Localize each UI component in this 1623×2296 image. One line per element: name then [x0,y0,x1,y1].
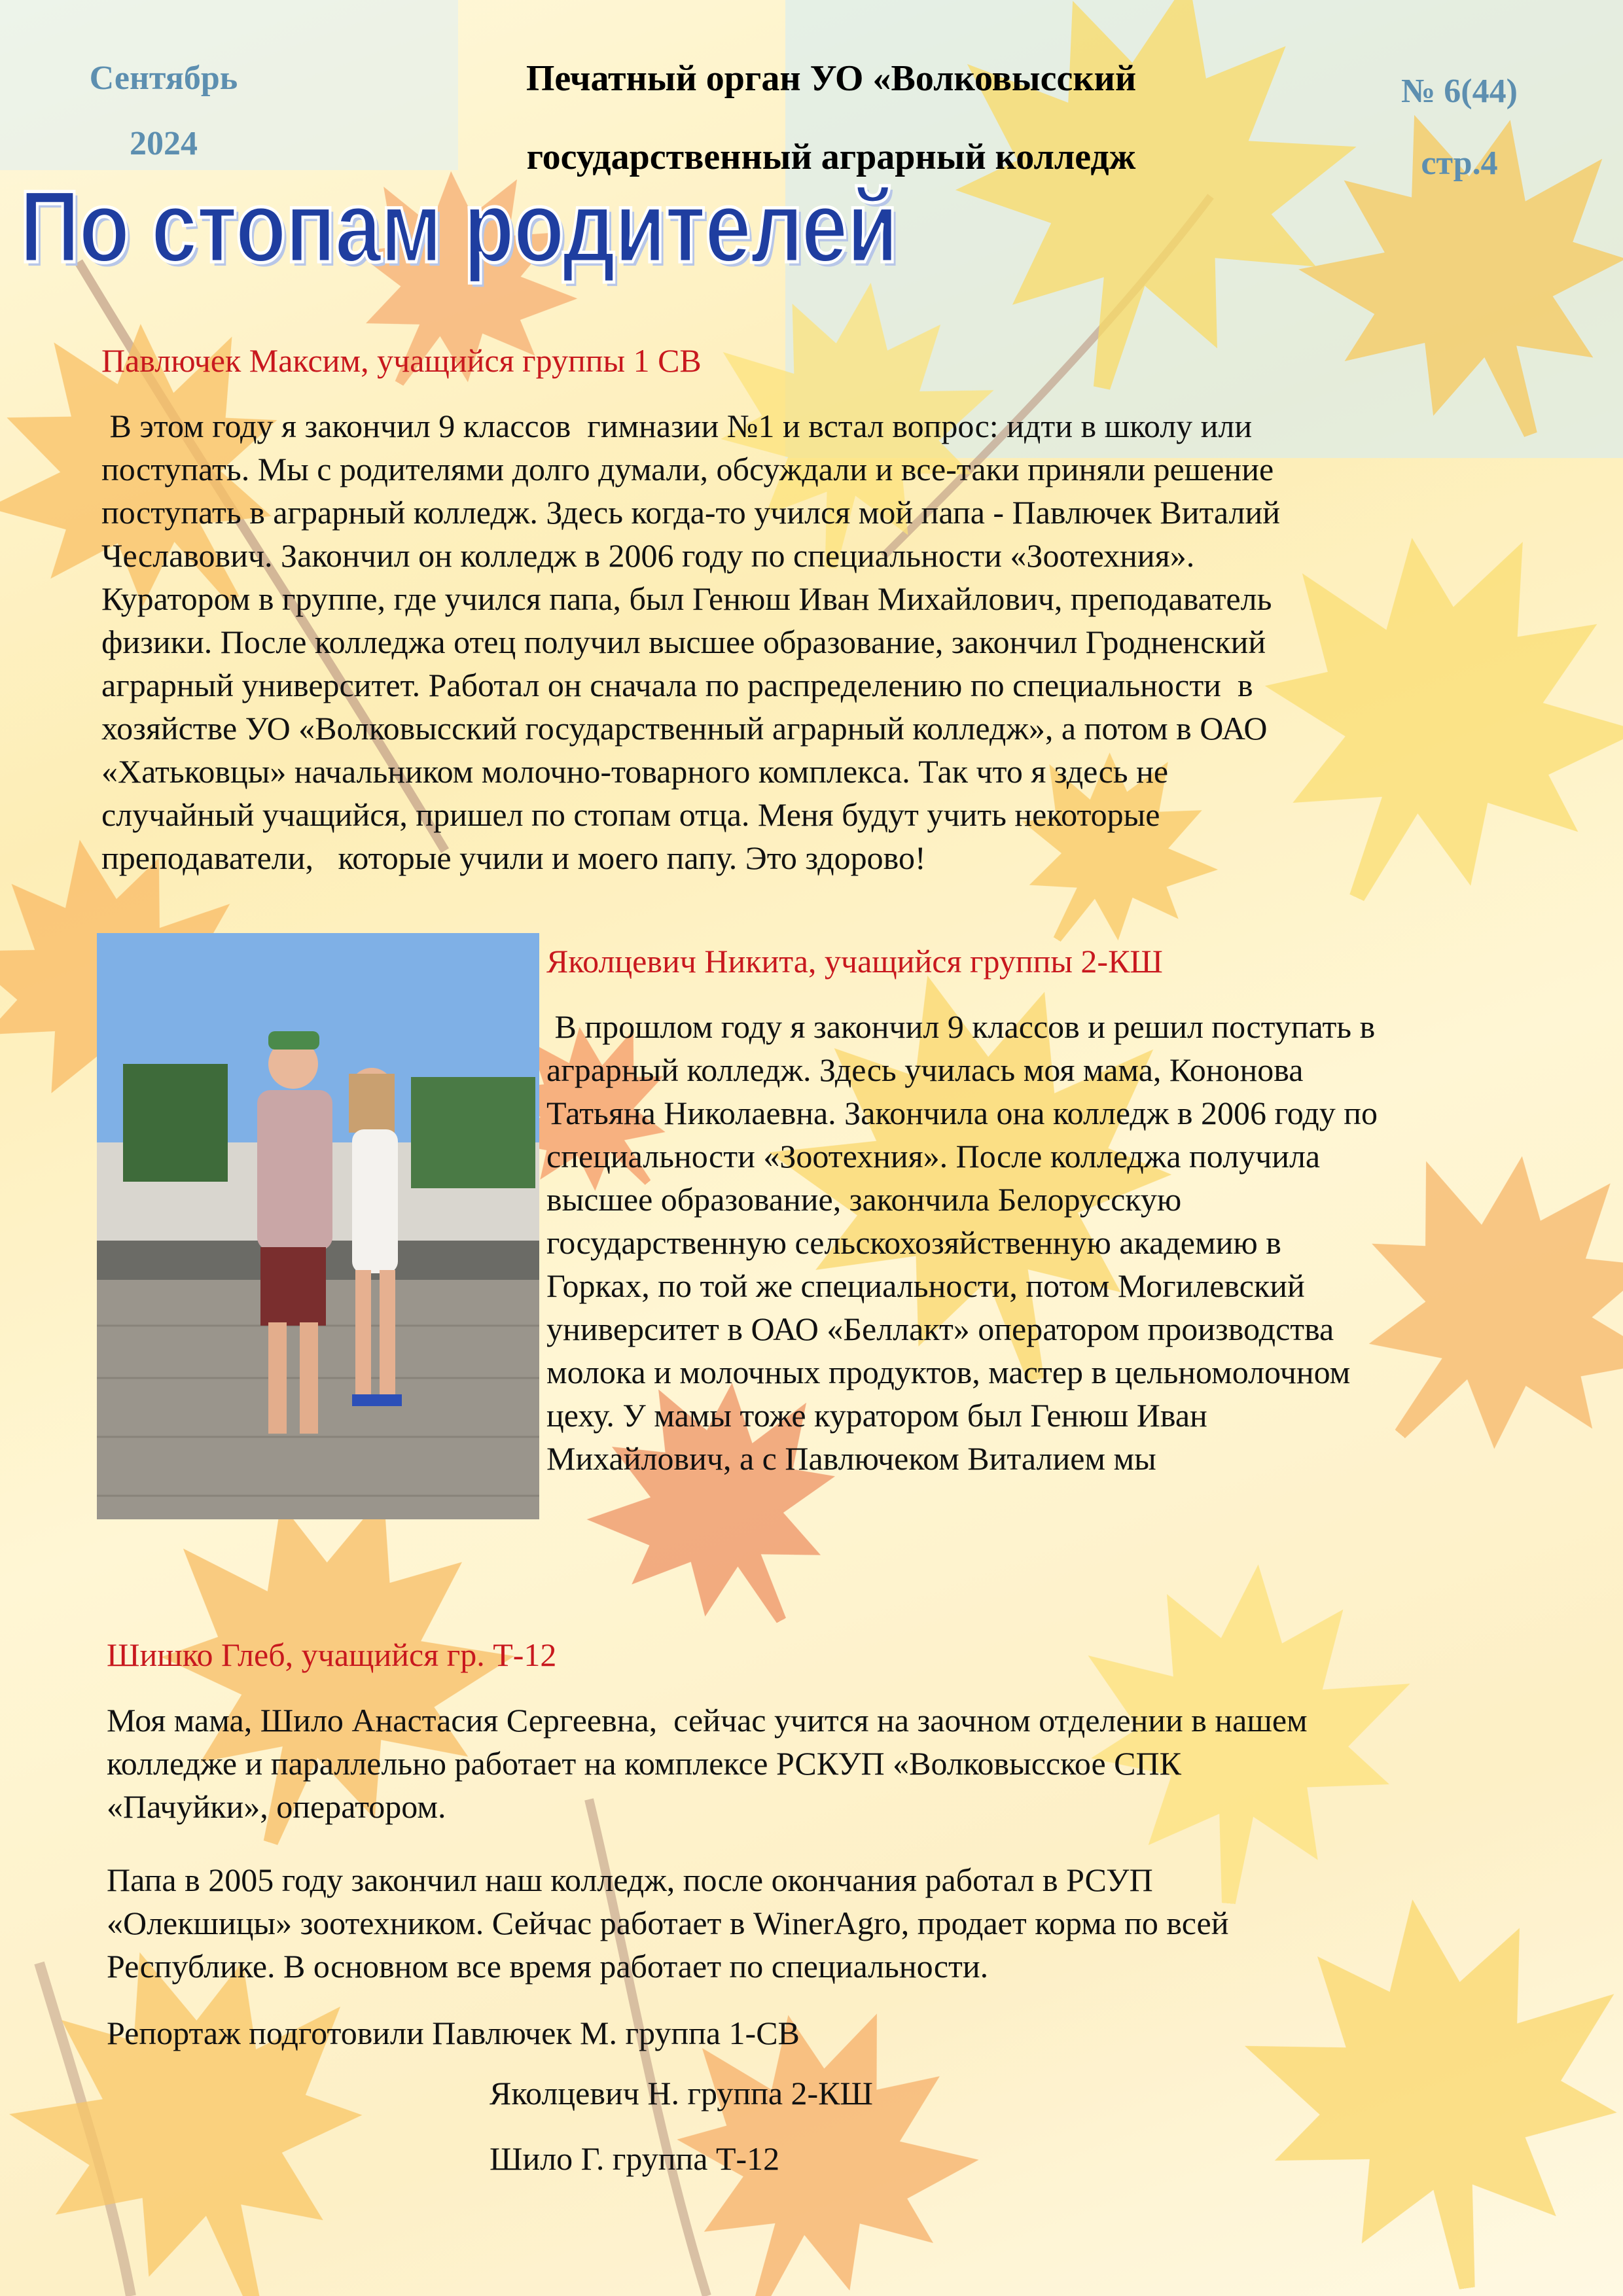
article-1-text [101,404,1541,879]
text-line: поступать в аграрный колледж. Здесь когда-то учился мой папа - Павлючек Виталий [101,494,1281,531]
article-3-heading: Шишко Глеб, учащийся гр. Т-12 [107,1636,557,1673]
text-line: «Пачуйки», оператором. [107,1788,446,1825]
issue-year: 2024 [130,125,198,162]
text-line: молока и молочных продуктов, мастер в цельномолочном [546,1354,1351,1390]
text-line: государственную сельскохозяйственную академию в [546,1224,1281,1261]
text-line: Горках, по той же специальности, потом Могилевский [546,1267,1305,1304]
issue-no: № 6(44) [1401,73,1518,110]
text-line: специальности «Зоотехния». После колледжа получила [546,1138,1321,1174]
text-line: преподаватели, которые учили и моего папу. Это здорово! [101,839,926,876]
text-line: Татьяна Николаевна. Закончила она колледж в 2006 году по [546,1095,1378,1131]
article-1-heading: Павлючек Максим, учащийся группы 1 СВ [101,342,702,379]
credits-line-3: Шило Г. группа Т-12 [490,2140,780,2177]
text-line: университет в ОАО «Беллакт» оператором производства [546,1311,1334,1347]
text-line: Куратором в группе, где учился папа, был Генюш Иван Михайлович, преподаватель [101,580,1272,617]
page-title: По стопам родителей [20,170,897,284]
publisher-line-1: Печатный орган УО «Волковысский [526,58,1137,99]
article-2-photo [97,933,539,1519]
text-line: Чеславович. Закончил он колледж в 2006 году по специальности «Зоотехния». [101,537,1195,574]
text-line: колледже и параллельно работает на комплексе РСКУП «Волковысское СПК [107,1745,1181,1782]
text-line: «Олекшицы» зоотехником. Сейчас работает в WinerAgro, продает корма по всей [107,1905,1229,1941]
publisher-line-2: государственный аграрный колледж [526,137,1136,177]
text-line: Республике. В основном все время работает по специальности. [107,1948,989,1985]
text-line: В этом году я закончил 9 классов гимназии №1 и встал вопрос: идти в школу или [101,408,1253,444]
text-line: В прошлом году я закончил 9 классов и решил поступать в [546,1008,1376,1045]
article-2-heading: Яколцевич Никита, учащийся группы 2-КШ [546,943,1163,980]
text-line: высшее образование, закончила Белорусскую [546,1181,1182,1218]
article-3-paragraph-2 [107,1858,1546,1988]
text-line: поступать. Мы с родителями долго думали, обсуждали и все-таки приняли решение [101,451,1274,487]
text-line: аграрный университет. Работал он сначала по распределению по специальности в [101,667,1253,703]
text-line: Моя мама, Шило Анастасия Сергеевна, сейчас учится на заочном отделении в нашем [107,1702,1308,1739]
text-line: физики. После колледжа отец получил высшее образование, закончил Гродненский [101,624,1266,660]
text-line: хозяйстве УО «Волковысский государственный аграрный колледж», а потом в ОАО [101,710,1268,747]
article-2-text [546,1005,1594,1480]
credits-line-2: Яколцевич Н. группа 2-КШ [490,2075,873,2111]
text-line: аграрный колледж. Здесь училась моя мама, Кононова [546,1051,1304,1088]
text-line: случайный учащийся, пришел по стопам отца. Меня будут учить некоторые [101,796,1160,833]
text-line: Михайлович, а с Павлючеком Виталием мы [546,1440,1156,1477]
page-number: стр.4 [1421,145,1498,182]
publisher-info [393,33,1270,190]
credits-line-1: Репортаж подготовили Павлючек М. группа 1-СВ [107,2015,800,2051]
issue-month: Сентябрь [89,60,238,97]
text-line: цеху. У мамы тоже куратором был Генюш Иван [546,1397,1207,1434]
text-line: Папа в 2005 году закончил наш колледж, после окончания работал в РСУП [107,1862,1153,1898]
text-line: «Хатьковцы» начальником молочно-товарного комплекса. Так что я здесь не [101,753,1169,790]
issue-date [59,33,268,190]
article-3-paragraph-1 [107,1699,1546,1828]
issue-number [1361,46,1558,209]
